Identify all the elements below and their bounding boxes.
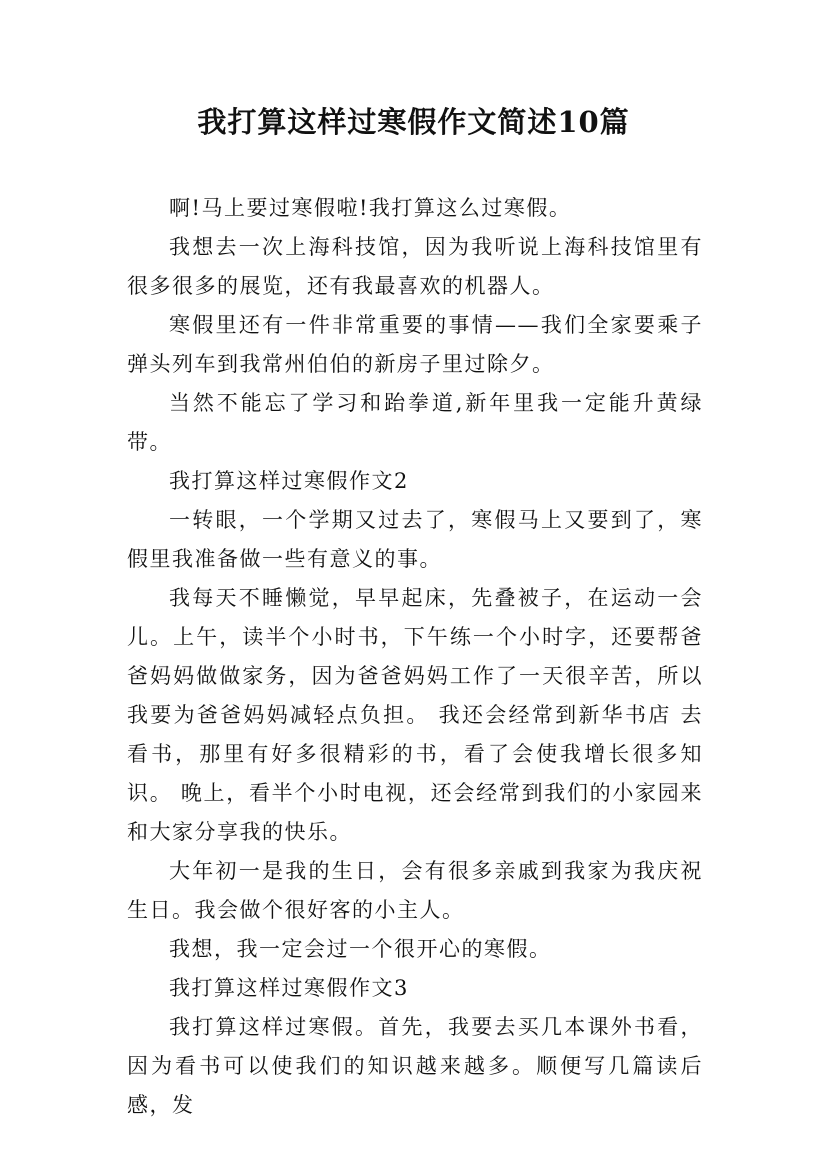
paragraph: 当然不能忘了学习和跆拳道,新年里我一定能升黄绿带。 [127,391,703,454]
document-title: 我打算这样过寒假作文简述10篇 [197,105,630,139]
paragraph: 我每天不睡懒觉，早早起床，先叠被子，在运动一会儿。上午，读半个小时书，下午练一个小时字，还要帮爸爸妈妈做做家务，因为爸爸妈妈工作了一天很辛苦，所以我要为爸爸妈妈减轻点负担。 我还会经常到新华书店 去看书，那里有好多很精彩的书，看了会使我增长很多知识。 晚上，看半个小时电视，还会经常到我们的小家园来和大家分享我的快乐。 [127,586,703,844]
paragraph: 大年初一是我的生日，会有很多亲戚到我家为我庆祝生日。我会做个很好客的小主人。 [127,859,703,922]
paragraph: 寒假里还有一件非常重要的事情——我们全家要乘子弹头列车到我常州伯伯的新房子里过除夕。 [127,313,703,376]
paragraph: 一转眼，一个学期又过去了，寒假马上又要到了，寒假里我准备做一些有意义的事。 [127,508,703,571]
paragraph: 我想，我一定会过一个很开心的寒假。 [169,937,552,961]
paragraph: 我打算这样过寒假。首先，我要去买几本课外书看，因为看书可以使我们的知识越来越多。顺便写几篇读后感，发 [127,1015,703,1117]
section-heading: 我打算这样过寒假作文2 [169,469,409,493]
document-body [127,189,703,1125]
paragraph: 我想去一次上海科技馆，因为我听说上海科技馆里有很多很多的展览，还有我最喜欢的机器人。 [127,235,703,298]
paragraph: 啊!马上要过寒假啦!我打算这么过寒假。 [169,196,572,220]
section-heading: 我打算这样过寒假作文3 [169,976,409,1000]
